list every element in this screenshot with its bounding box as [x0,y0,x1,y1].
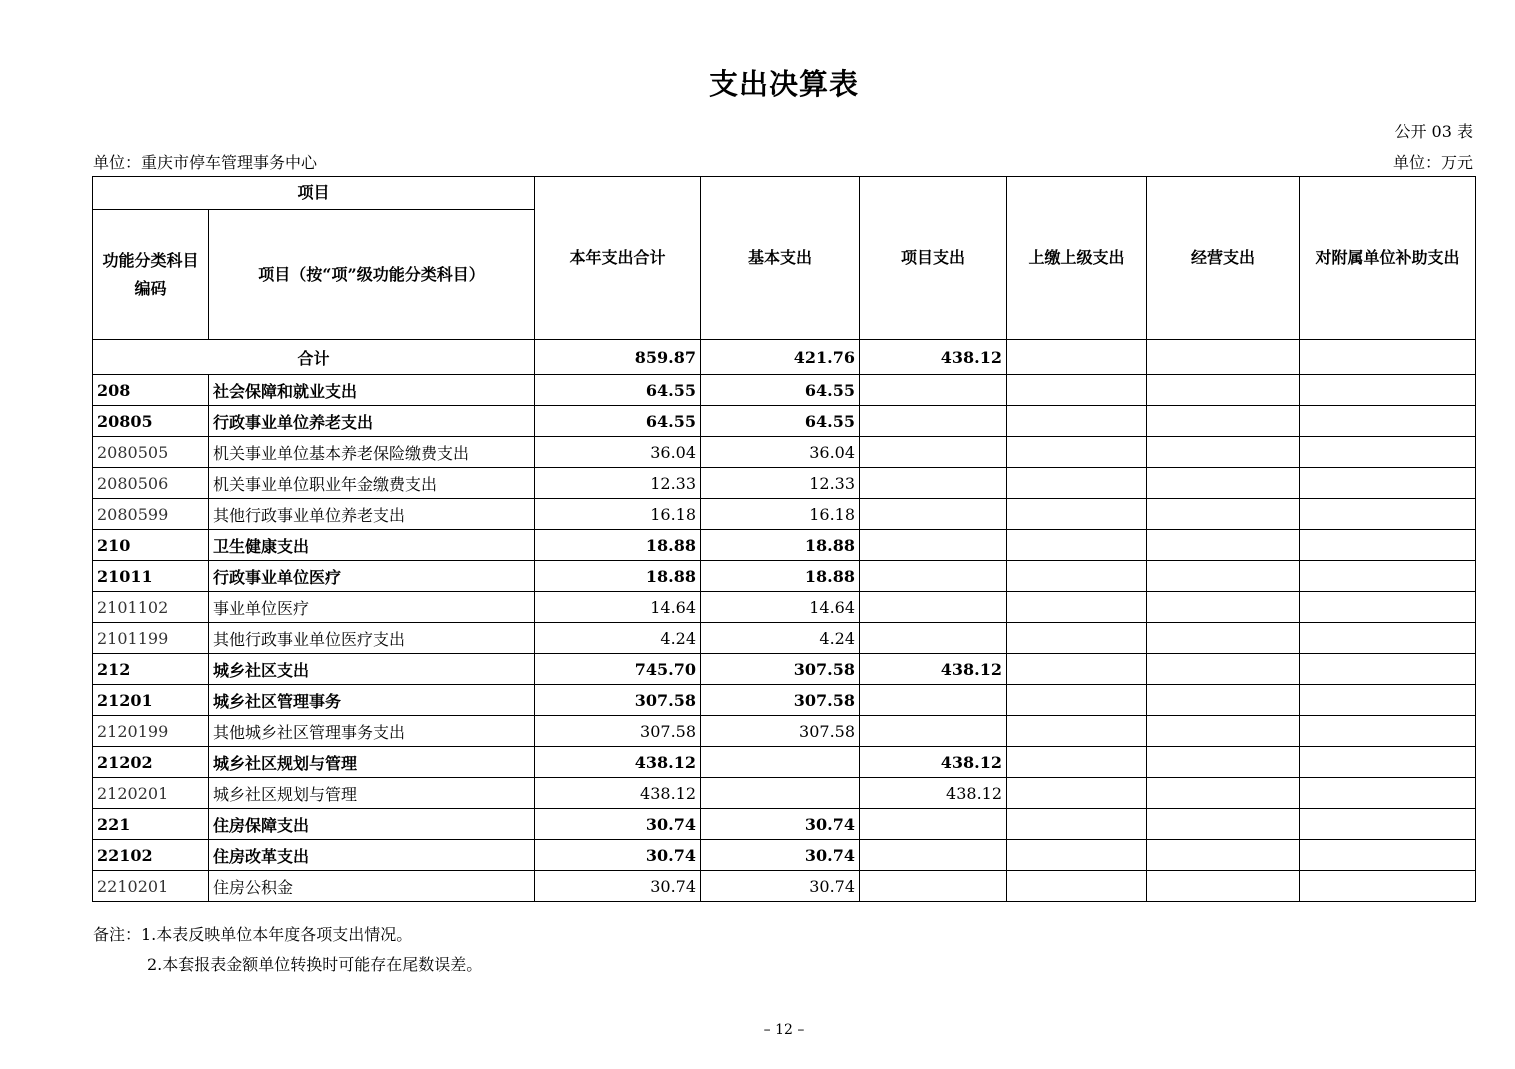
table-row [93,654,1476,685]
table-row [93,437,1476,468]
header-total: 本年支出合计 [535,177,701,340]
cell-total: 64.55 [535,375,701,406]
cell-basic: 18.88 [701,561,860,592]
cell-operating [1147,623,1300,654]
cell-name: 住房公积金 [209,871,535,902]
cell-basic: 307.58 [701,685,860,716]
cell-superior [1007,499,1147,530]
total-cell-basic: 421.76 [701,340,860,375]
cell-name: 卫生健康支出 [209,530,535,561]
cell-name: 其他行政事业单位养老支出 [209,499,535,530]
cell-basic: 64.55 [701,375,860,406]
cell-subsidy [1300,406,1476,437]
cell-project [860,499,1007,530]
note-line-2: 2.本套报表金额单位转换时可能存在尾数误差。 [147,955,483,974]
header-subsidy: 对附属单位补助支出 [1300,177,1476,340]
cell-total: 30.74 [535,809,701,840]
cell-total: 307.58 [535,716,701,747]
table-row [93,716,1476,747]
cell-subsidy [1300,685,1476,716]
document-code: 公开 03 表 [1394,122,1473,141]
cell-subsidy [1300,499,1476,530]
cell-name: 住房保障支出 [209,809,535,840]
cell-total: 30.74 [535,840,701,871]
cell-superior [1007,654,1147,685]
table-row [93,406,1476,437]
table-row [93,685,1476,716]
cell-operating [1147,561,1300,592]
total-label: 合计 [93,340,535,375]
cell-superior [1007,592,1147,623]
cell-subsidy [1300,623,1476,654]
cell-code: 221 [93,809,209,840]
cell-operating [1147,592,1300,623]
cell-basic: 30.74 [701,840,860,871]
cell-total: 307.58 [535,685,701,716]
cell-operating [1147,716,1300,747]
cell-basic: 16.18 [701,499,860,530]
cell-operating [1147,685,1300,716]
cell-operating [1147,871,1300,902]
cell-name: 社会保障和就业支出 [209,375,535,406]
cell-subsidy [1300,561,1476,592]
cell-basic: 30.74 [701,809,860,840]
cell-subsidy [1300,654,1476,685]
cell-code: 210 [93,530,209,561]
cell-subsidy [1300,747,1476,778]
cell-superior [1007,561,1147,592]
cell-superior [1007,685,1147,716]
cell-operating [1147,654,1300,685]
cell-operating [1147,468,1300,499]
table-row [93,747,1476,778]
cell-project [860,871,1007,902]
cell-subsidy [1300,871,1476,902]
organization-unit: 单位：重庆市停车管理事务中心 [93,153,318,172]
cell-operating [1147,747,1300,778]
cell-project [860,809,1007,840]
cell-superior [1007,809,1147,840]
cell-project [860,406,1007,437]
cell-basic: 12.33 [701,468,860,499]
notes [93,920,482,980]
page-number: – 12 – [763,1022,805,1038]
cell-basic: 30.74 [701,871,860,902]
cell-total: 16.18 [535,499,701,530]
header-superior: 上缴上级支出 [1007,177,1147,340]
cell-name: 其他城乡社区管理事务支出 [209,716,535,747]
cell-superior [1007,778,1147,809]
cell-code: 2120201 [93,778,209,809]
expenditure-table [92,176,1476,902]
cell-name: 机关事业单位基本养老保险缴费支出 [209,437,535,468]
cell-project [860,437,1007,468]
cell-subsidy [1300,468,1476,499]
cell-total: 64.55 [535,406,701,437]
cell-superior [1007,530,1147,561]
cell-total: 4.24 [535,623,701,654]
cell-name: 行政事业单位养老支出 [209,406,535,437]
cell-code: 21201 [93,685,209,716]
total-cell-total: 859.87 [535,340,701,375]
cell-superior [1007,747,1147,778]
cell-superior [1007,406,1147,437]
total-cell-project: 438.12 [860,340,1007,375]
header-code: 功能分类科目编码 [93,210,209,340]
cell-total: 12.33 [535,468,701,499]
table-row [93,592,1476,623]
cell-name: 住房改革支出 [209,840,535,871]
cell-project: 438.12 [860,778,1007,809]
cell-basic: 307.58 [701,654,860,685]
cell-subsidy [1300,778,1476,809]
table-row [93,809,1476,840]
cell-superior [1007,437,1147,468]
table-row [93,871,1476,902]
table-row [93,499,1476,530]
table-row [93,530,1476,561]
cell-subsidy [1300,530,1476,561]
cell-superior [1007,375,1147,406]
cell-code: 2120199 [93,716,209,747]
cell-code: 2101199 [93,623,209,654]
cell-subsidy [1300,840,1476,871]
cell-project [860,561,1007,592]
cell-operating [1147,375,1300,406]
cell-subsidy [1300,375,1476,406]
header-operating: 经营支出 [1147,177,1300,340]
cell-code: 20805 [93,406,209,437]
table-row [93,468,1476,499]
cell-code: 208 [93,375,209,406]
cell-subsidy [1300,716,1476,747]
cell-operating [1147,840,1300,871]
cell-operating [1147,406,1300,437]
header-basic: 基本支出 [701,177,860,340]
cell-basic [701,747,860,778]
cell-subsidy [1300,592,1476,623]
cell-code: 2210201 [93,871,209,902]
cell-name: 城乡社区规划与管理 [209,778,535,809]
total-cell-superior [1007,340,1147,375]
table-row [93,623,1476,654]
cell-project: 438.12 [860,654,1007,685]
cell-subsidy [1300,809,1476,840]
cell-project [860,623,1007,654]
total-row [93,340,1476,375]
cell-code: 212 [93,654,209,685]
cell-code: 2080599 [93,499,209,530]
cell-superior [1007,623,1147,654]
cell-total: 18.88 [535,530,701,561]
cell-project [860,840,1007,871]
cell-superior [1007,840,1147,871]
cell-operating [1147,437,1300,468]
cell-basic: 14.64 [701,592,860,623]
cell-project [860,530,1007,561]
cell-basic [701,778,860,809]
cell-superior [1007,716,1147,747]
cell-superior [1007,871,1147,902]
currency-unit: 单位：万元 [1392,153,1473,172]
cell-name: 城乡社区管理事务 [209,685,535,716]
cell-basic: 307.58 [701,716,860,747]
cell-project [860,375,1007,406]
cell-code: 2080506 [93,468,209,499]
cell-operating [1147,778,1300,809]
cell-superior [1007,468,1147,499]
cell-operating [1147,809,1300,840]
cell-project [860,592,1007,623]
cell-project [860,716,1007,747]
page-title: 支出决算表 [708,67,859,101]
total-cell-subsidy [1300,340,1476,375]
cell-name: 事业单位医疗 [209,592,535,623]
header-item-group: 项目 [93,177,535,210]
header-item-name: 项目（按“项”级功能分类科目） [209,210,535,340]
cell-name: 机关事业单位职业年金缴费支出 [209,468,535,499]
cell-total: 36.04 [535,437,701,468]
total-cell-operating [1147,340,1300,375]
cell-total: 18.88 [535,561,701,592]
cell-code: 21011 [93,561,209,592]
header-project: 项目支出 [860,177,1007,340]
cell-total: 14.64 [535,592,701,623]
cell-subsidy [1300,437,1476,468]
cell-basic: 36.04 [701,437,860,468]
cell-code: 2080505 [93,437,209,468]
cell-total: 438.12 [535,747,701,778]
cell-basic: 18.88 [701,530,860,561]
cell-name: 城乡社区规划与管理 [209,747,535,778]
cell-code: 2101102 [93,592,209,623]
table-row [93,840,1476,871]
cell-operating [1147,499,1300,530]
cell-code: 21202 [93,747,209,778]
table-row [93,778,1476,809]
cell-basic: 4.24 [701,623,860,654]
note-line-1: 备注：1.本表反映单位本年度各项支出情况。 [93,925,413,944]
cell-project [860,468,1007,499]
cell-project [860,685,1007,716]
cell-project: 438.12 [860,747,1007,778]
cell-name: 其他行政事业单位医疗支出 [209,623,535,654]
cell-basic: 64.55 [701,406,860,437]
cell-name: 行政事业单位医疗 [209,561,535,592]
cell-name: 城乡社区支出 [209,654,535,685]
table-row [93,375,1476,406]
cell-total: 30.74 [535,871,701,902]
table-row [93,561,1476,592]
cell-total: 438.12 [535,778,701,809]
cell-code: 22102 [93,840,209,871]
cell-operating [1147,530,1300,561]
cell-total: 745.70 [535,654,701,685]
